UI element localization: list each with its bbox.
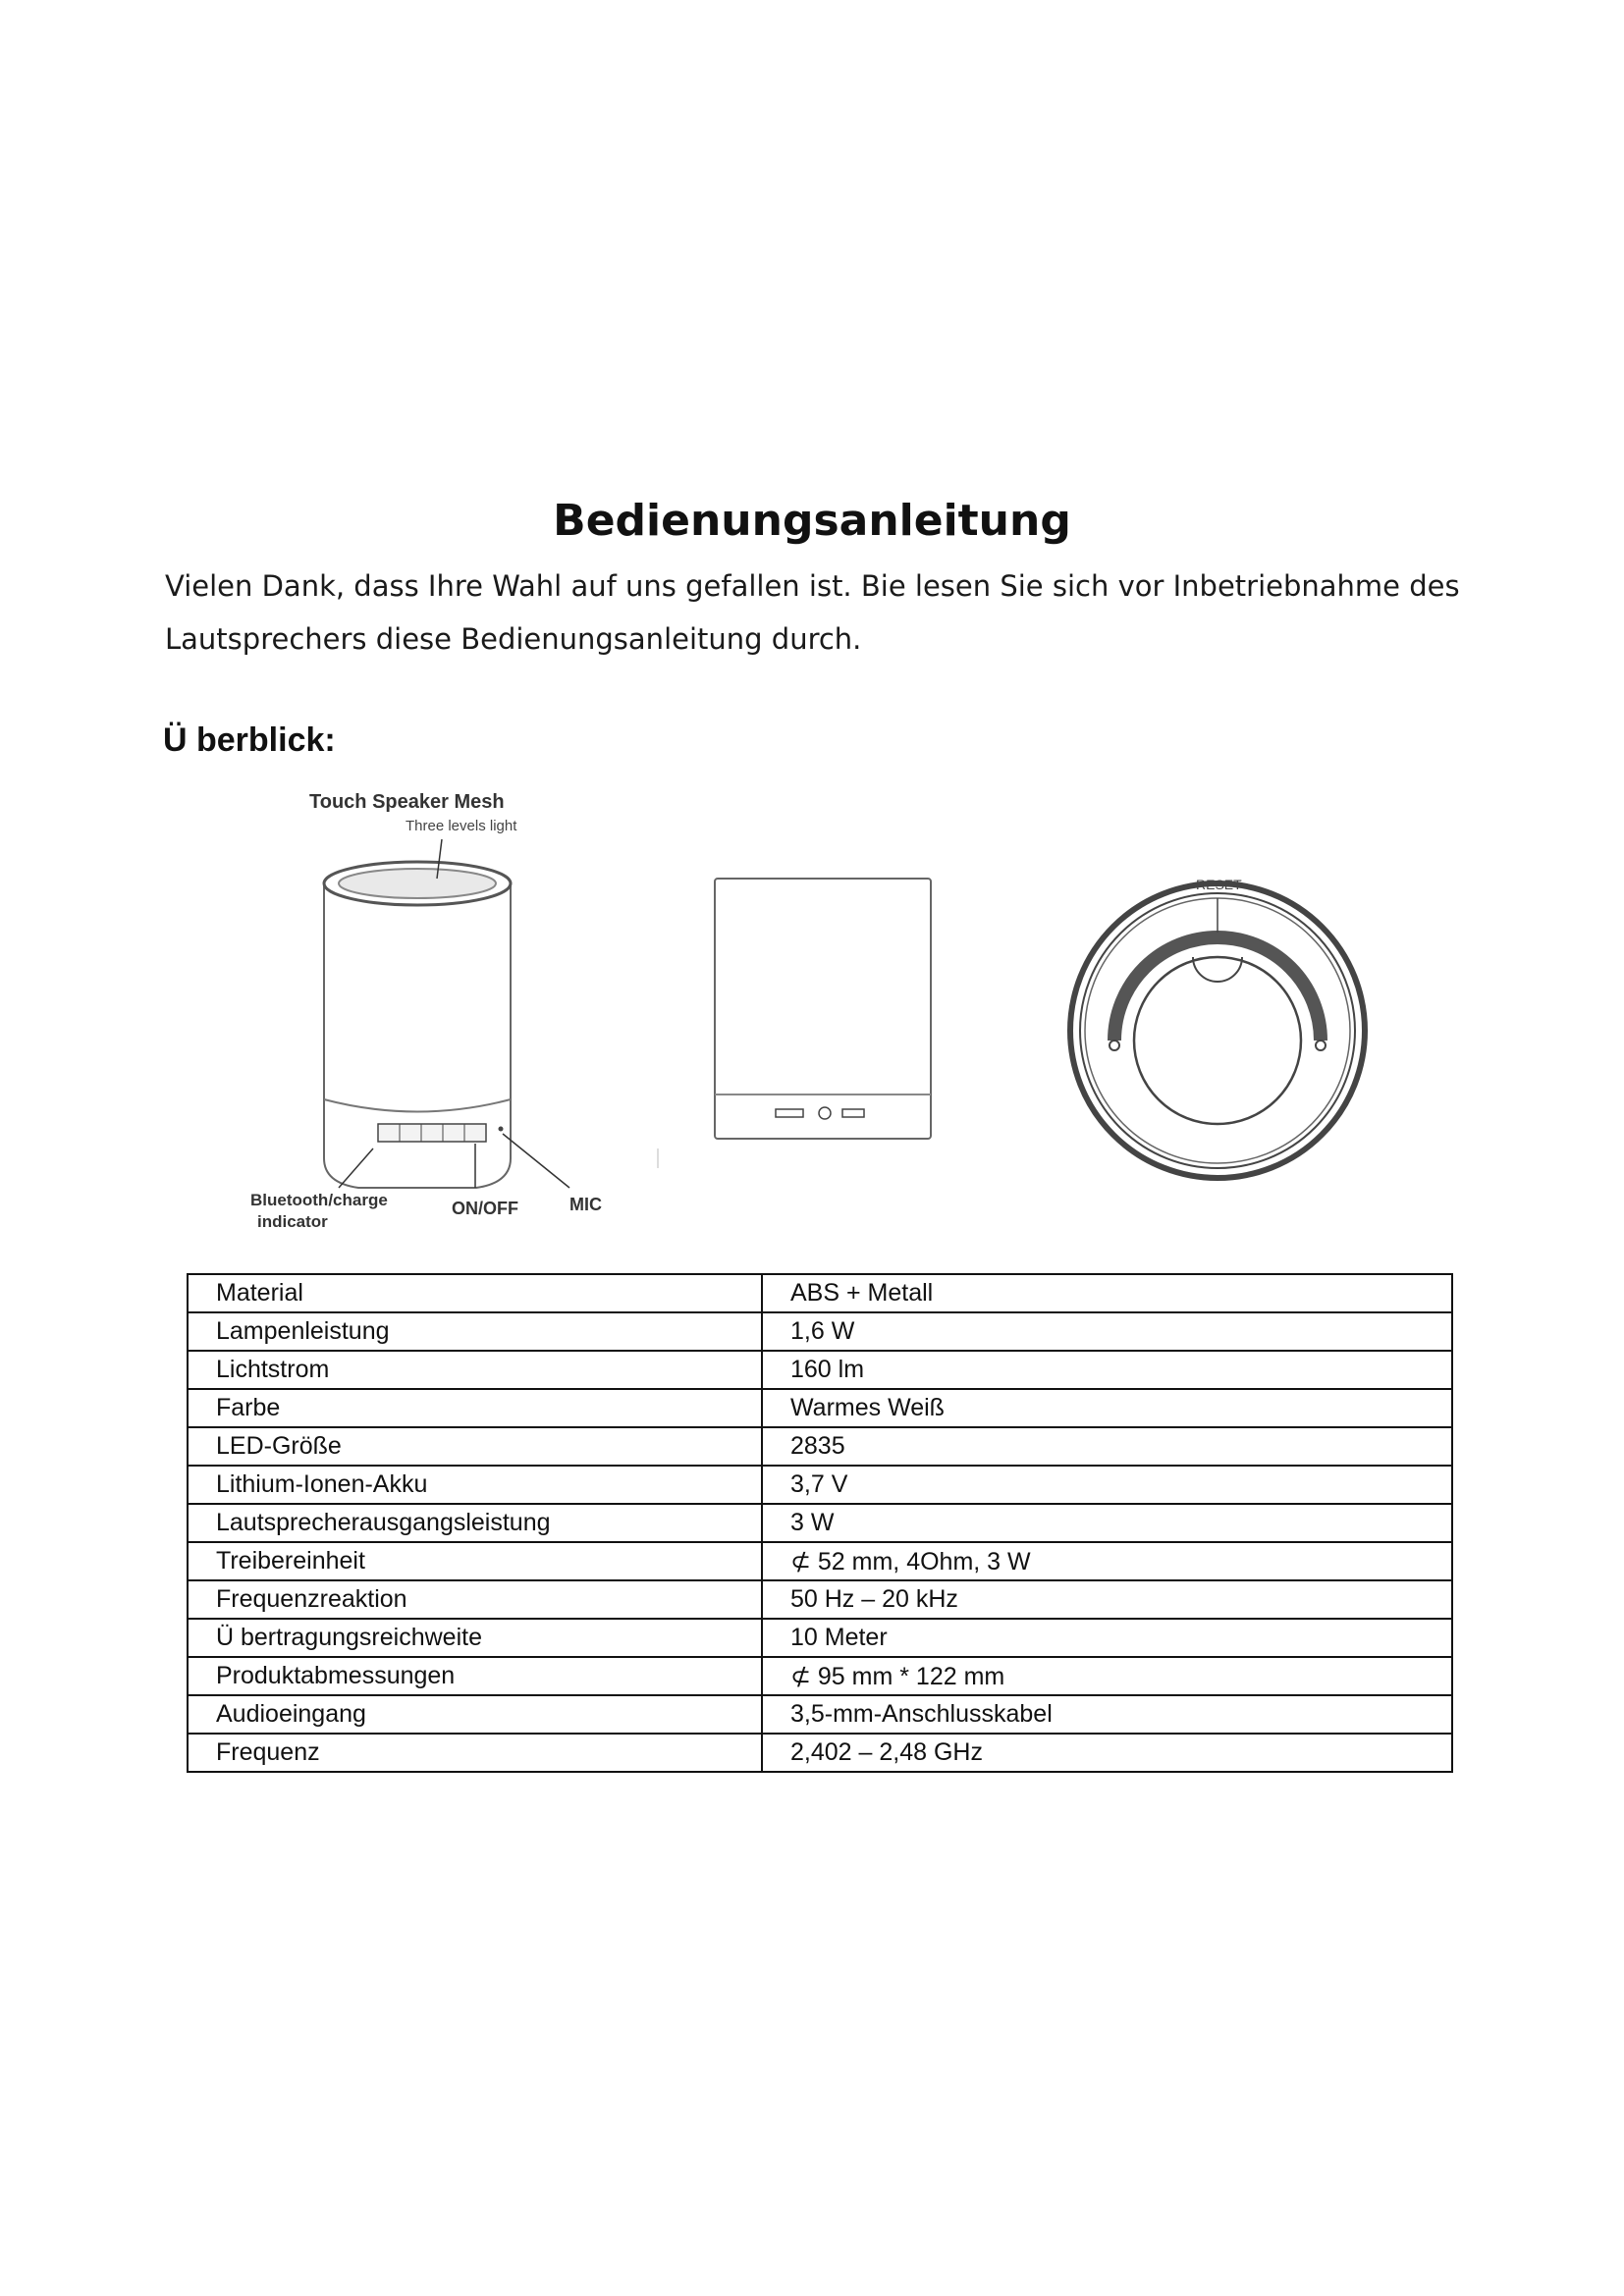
spec-label: Frequenzreaktion — [188, 1580, 762, 1619]
table-row — [188, 1466, 1452, 1504]
label-bluetooth-charge: Bluetooth/charge — [250, 1191, 388, 1209]
spec-value: 10 Meter — [762, 1619, 1452, 1657]
table-row — [188, 1389, 1452, 1427]
spec-value: 1,6 W — [762, 1312, 1452, 1351]
spec-value: 2835 — [762, 1427, 1452, 1466]
spec-label: Ü bertragungsreichweite — [188, 1619, 762, 1657]
spec-label: Lautsprecherausgangsleistung — [188, 1504, 762, 1542]
table-row — [188, 1274, 1452, 1312]
spec-label: Lithium-Ionen-Akku — [188, 1466, 762, 1504]
label-touch-speaker-mesh: Touch Speaker Mesh — [309, 791, 505, 813]
spec-label: Farbe — [188, 1389, 762, 1427]
speaker-back-view — [658, 879, 931, 1168]
label-three-levels-light: Three levels light — [406, 818, 517, 834]
spec-value: 3,5-mm-Anschlusskabel — [762, 1695, 1452, 1734]
spec-value: 160 lm — [762, 1351, 1452, 1389]
spec-value: ⊄ 95 mm * 122 mm — [762, 1657, 1452, 1695]
label-mic: MIC — [569, 1195, 602, 1214]
table-row — [188, 1734, 1452, 1772]
product-diagram — [236, 785, 1394, 1256]
spec-label: Produktabmessungen — [188, 1657, 762, 1695]
page-title: Bedienungsanleitung — [553, 496, 1071, 546]
spec-label: Frequenz — [188, 1734, 762, 1772]
label-indicator: indicator — [257, 1212, 328, 1231]
table-row — [188, 1427, 1452, 1466]
label-on-off: ON/OFF — [452, 1199, 518, 1218]
specifications-table — [187, 1273, 1453, 1773]
table-row — [188, 1619, 1452, 1657]
spec-label: LED-Größe — [188, 1427, 762, 1466]
spec-label: Lichtstrom — [188, 1351, 762, 1389]
speaker-bottom-view — [1070, 883, 1365, 1178]
table-row — [188, 1695, 1452, 1734]
table-row — [188, 1504, 1452, 1542]
table-row — [188, 1657, 1452, 1695]
spec-value: ⊄ 52 mm, 4Ohm, 3 W — [762, 1542, 1452, 1580]
spec-value: 3,7 V — [762, 1466, 1452, 1504]
speaker-front-view — [324, 839, 569, 1188]
spec-label: Treibereinheit — [188, 1542, 762, 1580]
spec-label: Material — [188, 1274, 762, 1312]
overview-heading: Ü berblick: — [163, 721, 336, 759]
spec-label: Audioeingang — [188, 1695, 762, 1734]
spec-value: 2,402 – 2,48 GHz — [762, 1734, 1452, 1772]
label-reset: RESET — [1196, 877, 1242, 892]
intro-paragraph: Vielen Dank, dass Ihre Wahl auf uns gefallen ist. Bie lesen Sie sich vor Inbetriebnahme des Lautsprechers diese Bedienungsanleitung durch. — [165, 569, 1460, 656]
spec-value: ABS + Metall — [762, 1274, 1452, 1312]
spec-value: 3 W — [762, 1504, 1452, 1542]
spec-label: Lampenleistung — [188, 1312, 762, 1351]
table-row — [188, 1580, 1452, 1619]
table-row — [188, 1351, 1452, 1389]
specifications-table-body — [188, 1274, 1452, 1772]
table-row — [188, 1312, 1452, 1351]
table-row — [188, 1542, 1452, 1580]
spec-value: Warmes Weiß — [762, 1389, 1452, 1427]
spec-value: 50 Hz – 20 kHz — [762, 1580, 1452, 1619]
